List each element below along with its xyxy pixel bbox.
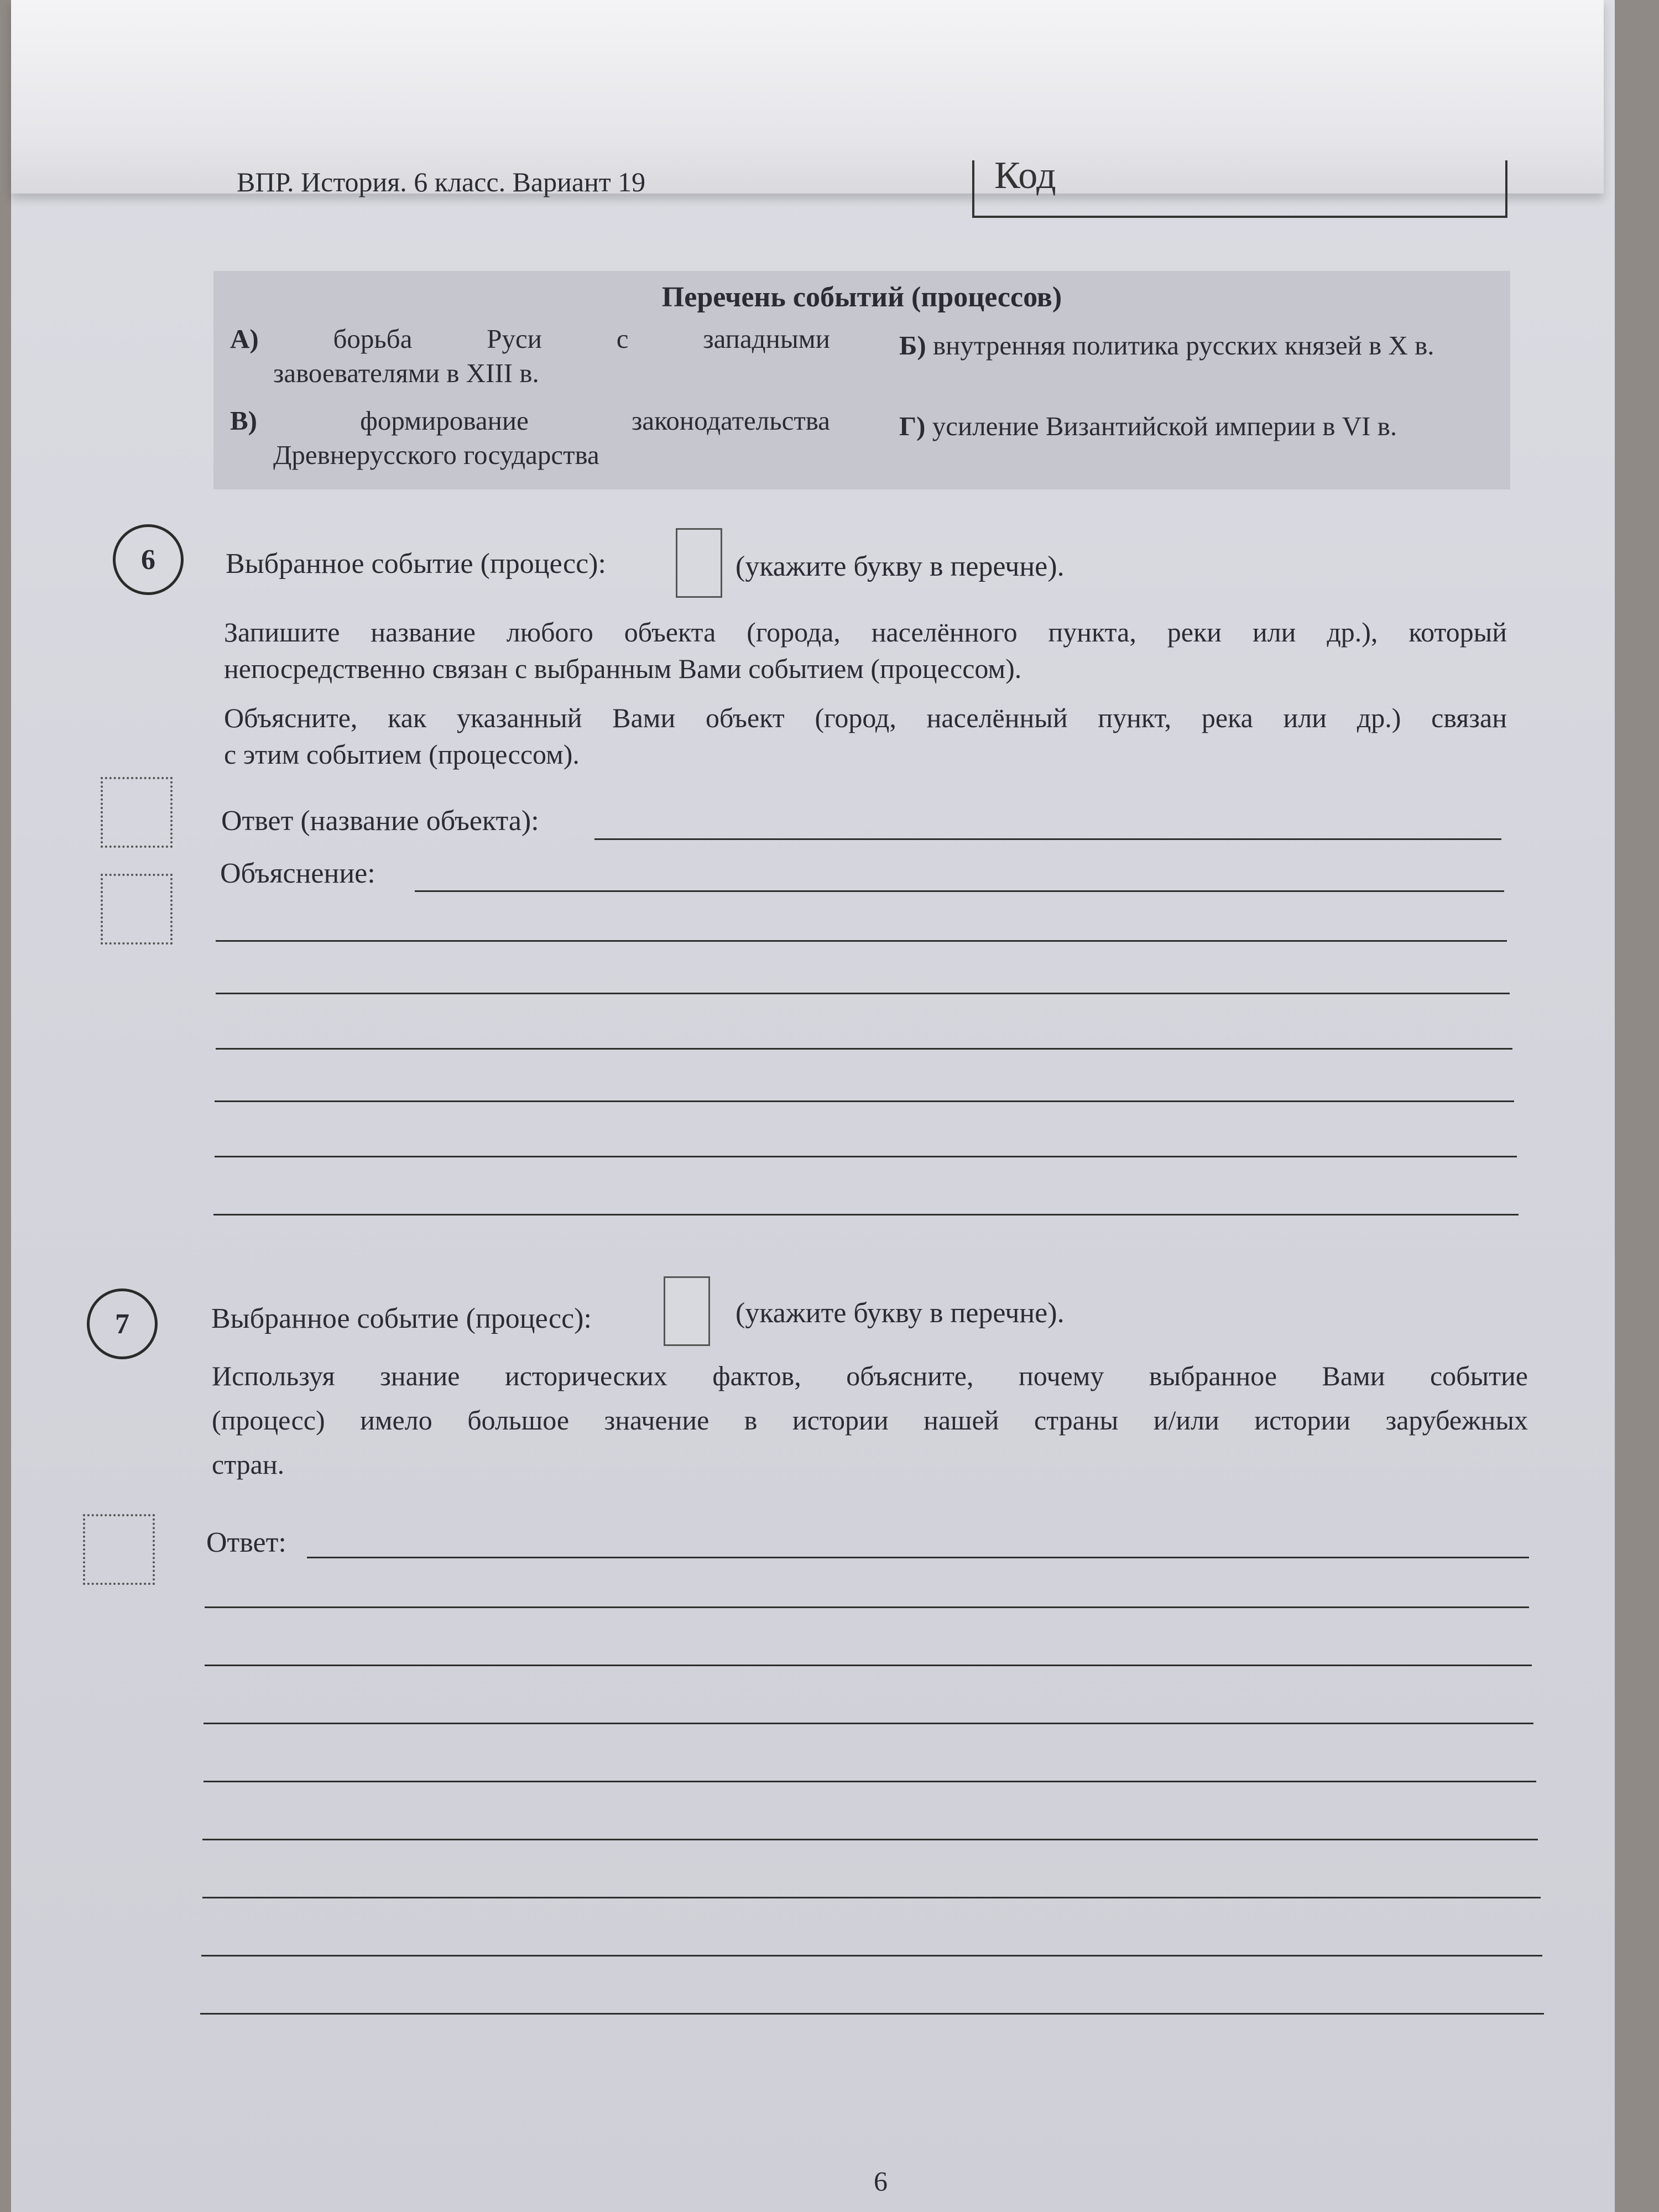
q7-answer-line[interactable] xyxy=(307,1557,1529,1558)
q6-answer-rule[interactable] xyxy=(215,1156,1517,1157)
events-list-title: Перечень событий (процессов) xyxy=(661,281,1062,313)
q6-chosen-prefix: Выбранное событие (процесс): xyxy=(226,548,606,580)
event-v-letter: В) xyxy=(230,405,257,436)
code-label: Код xyxy=(994,154,1056,197)
q6-answer-rule[interactable] xyxy=(213,1214,1519,1215)
q6-explain-line-1: Объясните, как указанный Вами объект (город, населённый пункт, река или др.) связан xyxy=(224,702,1507,733)
q6-answer-rule[interactable] xyxy=(216,993,1510,994)
q7-answer-rule[interactable] xyxy=(204,1781,1536,1782)
q7-event-letter-cell[interactable] xyxy=(664,1276,710,1346)
q7-chosen-suffix: (укажите букву в перечне). xyxy=(735,1297,1065,1329)
q6-instruction-line-2: непосредственно связан с выбранным Вами событием (процессом). xyxy=(224,653,1022,684)
q6-explanation-label: Объяснение: xyxy=(220,858,375,889)
q7-answer-rule[interactable] xyxy=(202,1839,1538,1840)
q7-instruction-line-3: стран. xyxy=(212,1449,285,1480)
event-v xyxy=(230,404,830,438)
q6-score-box-2 xyxy=(101,874,173,945)
q7-answer-rule[interactable] xyxy=(201,1955,1542,1957)
q7-instruction-line-1: Используя знание исторических фактов, объясните, почему выбранное Вами событие xyxy=(212,1360,1528,1391)
q6-answer-rule[interactable] xyxy=(215,1100,1514,1102)
q7-chosen-prefix: Выбранное событие (процесс): xyxy=(211,1303,592,1334)
q6-answer-line[interactable] xyxy=(594,838,1501,840)
event-v-text-continued: Древнерусского государства xyxy=(273,440,599,470)
event-a xyxy=(230,322,830,356)
q6-answer-label: Ответ (название объекта): xyxy=(221,805,539,837)
q6-answer-rule[interactable] xyxy=(216,1048,1512,1050)
q6-chosen-suffix: (укажите букву в перечне). xyxy=(735,551,1065,582)
q6-explain-line-2: с этим событием (процессом). xyxy=(224,739,580,770)
q6-explanation-line[interactable] xyxy=(415,890,1504,892)
q7-answer-rule[interactable] xyxy=(205,1606,1529,1608)
q7-answer-rule[interactable] xyxy=(202,1897,1541,1898)
question-6-number: 6 xyxy=(113,524,184,595)
q7-answer-rule[interactable] xyxy=(205,1665,1532,1666)
event-b-text: внутренняя политика русских князей в X в. xyxy=(932,330,1434,361)
page-header-title: ВПР. История. 6 класс. Вариант 19 xyxy=(237,166,646,197)
event-v-text: формирование законодательства xyxy=(360,405,830,436)
event-g xyxy=(899,409,1397,444)
code-box[interactable] xyxy=(972,154,1507,218)
event-a-letter: А) xyxy=(230,324,259,354)
q6-event-letter-cell[interactable] xyxy=(676,528,722,598)
event-g-letter: Г) xyxy=(899,411,926,441)
event-g-text: усиление Византийской империи в VI в. xyxy=(932,411,1397,441)
event-a-text-continued: завоевателями в XIII в. xyxy=(273,358,539,388)
events-list-panel xyxy=(213,271,1510,489)
q6-score-box-1 xyxy=(101,777,173,848)
q6-answer-rule[interactable] xyxy=(216,940,1507,942)
q7-instruction-line-2: (процесс) имело большое значение в истории нашей страны и/или истории зарубежных xyxy=(212,1405,1528,1436)
q7-answer-rule[interactable] xyxy=(204,1723,1533,1724)
q7-answer-label: Ответ: xyxy=(206,1527,286,1558)
q7-answer-rule[interactable] xyxy=(200,2013,1544,2015)
q7-score-box xyxy=(83,1514,155,1585)
page-number: 6 xyxy=(874,2166,888,2197)
event-a-text: борьба Руси с западными xyxy=(333,324,830,354)
event-b-letter: Б) xyxy=(899,330,926,361)
q6-instruction-line-1: Запишите название любого объекта (города, населённого пункта, реки или др.), который xyxy=(224,617,1507,648)
event-b xyxy=(899,328,1434,363)
question-7-number: 7 xyxy=(87,1288,158,1359)
